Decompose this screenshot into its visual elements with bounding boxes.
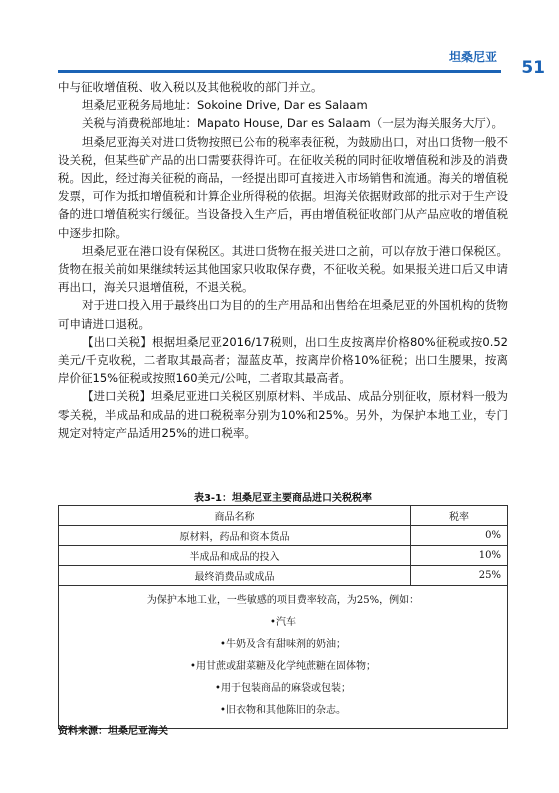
note-line: •用于包装商品的麻袋或包装； [215, 683, 351, 694]
note-line: •牛奶及含有甜味剂的奶油； [220, 639, 346, 650]
header-rule [58, 70, 501, 73]
paragraph: 坦桑尼亚海关对进口货物按照已公布的税率表征税，为鼓励出口，对出口货物一般不设关税，但某些矿产品的出口需要获得许可。在征收关税的同时征收增值税和涉及的消费税。因此，经过海关征税的商品，一经提出即可直接进入市场销售和流通。海关的增值税发票，可作为抵扣增值税和计算企业所得税的依据。坦海关依据财政部的批示对于生产设备的进口增值税实行缓征。当设备投入生产后，再由增值税征收部门从产品应收的增值税中逐步扣除。 [58, 134, 508, 240]
cell-rate: 10% [411, 546, 508, 566]
note-line: •用甘蔗或甜菜糖及化学纯蔗糖在固体物； [190, 661, 376, 672]
note-line: •旧衣物和其他陈旧的杂志。 [220, 705, 346, 716]
cell-name: 半成品和成品的投入 [59, 546, 411, 566]
paragraph: 对于进口投入用于最终出口为目的的生产用品和出售给在坦桑尼亚的外国机构的货物可申请进口退税。 [58, 298, 508, 331]
table-row [59, 566, 508, 586]
body-text [58, 78, 508, 442]
source-note: 资料来源：坦桑尼亚海关 [58, 726, 168, 737]
table-note-row [59, 586, 508, 729]
page-header [0, 0, 559, 80]
table-row [59, 526, 508, 546]
cell-rate: 25% [411, 566, 508, 586]
paragraph: 关税与消费税部地址：Mapato House, Dar es Salaam（一层为海关服务大厅）。 [82, 116, 503, 131]
table-row [59, 546, 508, 566]
column-header-rate: 税率 [411, 506, 508, 526]
table-header-row [59, 506, 508, 526]
paragraph: 中与征收增值税、收入税以及其他税收的部门并立。 [58, 80, 323, 94]
column-header-name: 商品名称 [59, 506, 411, 526]
paragraph: 【出口关税】根据坦桑尼亚2016/17税则，出口生皮按离岸价格80%征税或按0.52美元/千克收税，二者取其最高者；湿蓝皮革，按离岸价格10%征税；出口生腰果，按离岸价征15%征税或按照160美元/公吨，二者取其最高者。 [58, 334, 508, 386]
table-title: 表3-1：坦桑尼亚主要商品进口关税税率 [193, 493, 373, 504]
cell-rate: 0% [411, 526, 508, 546]
note-line: 为保护本地工业，一些敏感的项目费率较高，为25%，例如： [146, 595, 420, 606]
table-note [59, 586, 508, 729]
cell-name: 最终消费品或成品 [59, 566, 411, 586]
note-line: •汽车 [270, 617, 296, 628]
tariff-table [58, 505, 508, 729]
header-country: 坦桑尼亚 [448, 50, 497, 64]
cell-name: 原材料，药品和资本货品 [59, 526, 411, 546]
paragraph: 【进口关税】坦桑尼亚进口关税区别原材料、半成品、成品分别征收，原材料一般为零关税，半成品和成品的进口税税率分别为10%和25%。另外，为保护本地工业，专门规定对特定产品适用25%的进口税率。 [58, 389, 508, 440]
paragraph: 坦桑尼亚在港口设有保税区。其进口货物在报关进口之前，可以存放于港口保税区。货物在报关前如果继续转运其他国家只收取保存费，不征收关税。如果报关进口后又申请再出口，海关只退增值税，不退关税。 [58, 243, 508, 295]
page-number: 51 [521, 58, 545, 78]
paragraph: 坦桑尼亚税务局地址：Sokoine Drive, Dar es Salaam [82, 98, 368, 113]
